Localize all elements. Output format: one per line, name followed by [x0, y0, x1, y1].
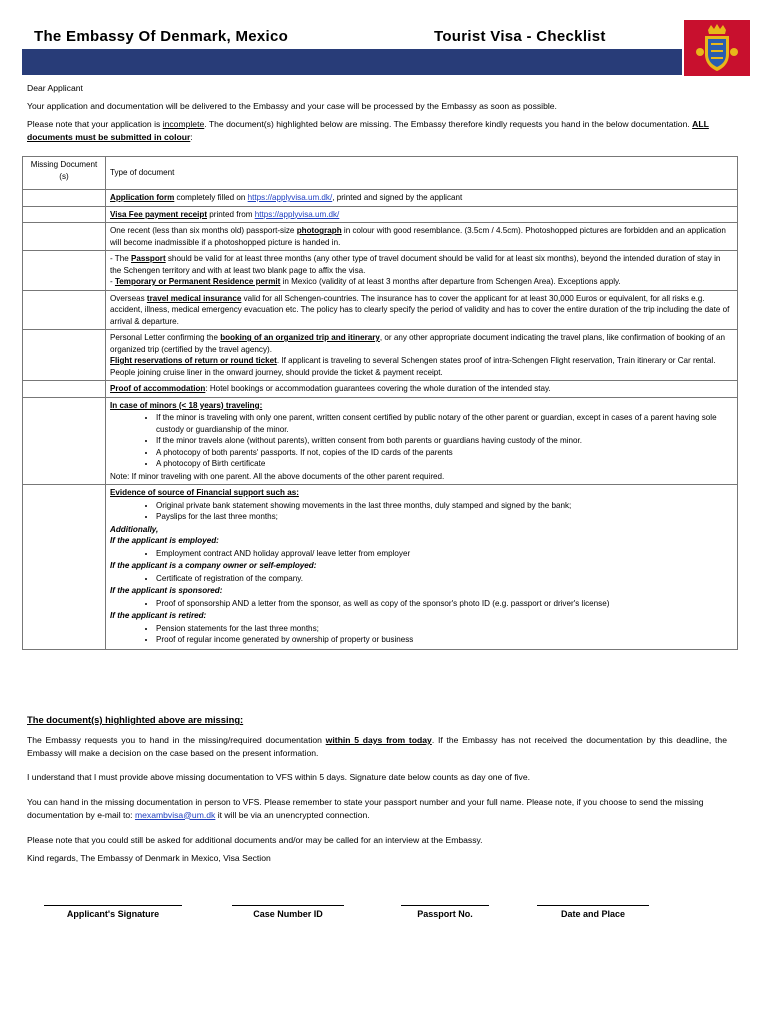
list-item: • Proof of regular income generated by ownership of property or business — [156, 634, 733, 646]
list-item: • Pension statements for the last three months; — [156, 623, 733, 635]
row-application-form: Application form completely filled on https://applyvisa.um.dk/, printed and signed by the applicant — [106, 190, 738, 207]
missing-checkbox-cell[interactable] — [23, 330, 106, 381]
table-row — [23, 190, 738, 207]
list-item: • Employment contract AND holiday approval/ leave letter from employer — [156, 548, 733, 560]
applyvisa-link[interactable]: https://applyvisa.um.dk/ — [247, 193, 333, 202]
row-photograph: One recent (less than six months old) passport-size photograph in colour with good resemblance. (3.5cm / 4.5cm). Photoshopped pictures are forbidden and an application will become inadmissible if a photoshopped picture is handed in. — [106, 223, 738, 251]
table-row — [23, 485, 738, 650]
passport-number-field[interactable]: Passport No. — [401, 905, 489, 919]
list-item: • Certificate of registration of the company. — [156, 573, 733, 585]
minors-list — [110, 412, 733, 470]
missing-checkbox-cell[interactable] — [23, 251, 106, 291]
financial-list — [110, 500, 733, 523]
list-item: • Proof of sponsorship AND a letter from the sponsor, as well as copy of the sponsor's photo ID (e.g. passport or driver's license) — [156, 598, 733, 610]
row-minors: In case of minors (< 18 years) traveling: • If the minor is traveling with only one parent, written consent certified by public notary of the other parent or guardian, except in cases of a parent having sole custody or guardianship of the minor. • If the minor travels alone (without parents), written consent from both parents or guardians having custody of the minor. • A photocopy of both parents' passports. If not, copies of the ID cards of the parents • A photocopy of Birth certificate Note: If minor traveling with one parent. All the above documents of the other parent required. — [106, 397, 738, 485]
row-financial: Evidence of source of Financial support such as: • Original private bank statement showing movements in the last three months, duly stamped and signed by the bank; • Payslips for the last three months; Additionally, If the applicant is employed: • Employment contract AND holiday approval/ leave letter from employer If the applicant is a company owner or self-employed: • Certificate of registration of the company. If the applicant is sponsored: • Proof of sponsorship AND a letter from the sponsor, as well as copy of the sponsor's photo ID (e.g. passport or driver's license) If the applicant is retired: • Pension statements for the last three months; • Proof of regular income generated by ownership of property or business — [106, 485, 738, 650]
row-trip: Personal Letter confirming the booking of an organized trip and itinerary, or any other appropriate document indicating the travel plans, like confirmation of booking of an organized trip (certified by the travel agency). Flight reservations of return or round ticket. If applicant is traveling to several Schengen states proof of intra-Schengen Flight reservation, Train itinerary or Car rental. People joining cruise liner in the onward journey, should provide the ticket & payment receipt. — [106, 330, 738, 381]
embassy-email-link[interactable]: mexambvisa@um.dk — [134, 809, 216, 820]
table-header-row — [23, 157, 738, 190]
table-row — [23, 251, 738, 291]
list-item: • Original private bank statement showing movements in the last three months, duly stamped and signed by the bank; — [156, 500, 733, 512]
interview-paragraph: Please note that you could still be asked for additional documents and/or may be called for an interview at the Embassy. — [27, 835, 483, 845]
list-item: • If the minor travels alone (without parents), written consent from both parents or guardians having custody of the minor. — [156, 435, 733, 447]
header — [22, 28, 682, 76]
list-item: • A photocopy of Birth certificate — [156, 458, 733, 470]
missing-checkbox-cell[interactable] — [23, 381, 106, 398]
row-insurance: Overseas travel medical insurance valid for all Schengen-countries. The insurance has to cover the applicant for at least 30,000 Euros or equivalent, for all risks e.g. accident, illness, medical emergency evacuation etc. The policy has to clearly specify the period of validity and has to cover the entire duration of the trip including the date of arrival & departure. — [106, 290, 738, 330]
missing-checkbox-cell[interactable] — [23, 397, 106, 485]
missing-column-header: Missing Document (s) — [23, 157, 106, 190]
missing-checkbox-cell[interactable] — [23, 485, 106, 650]
header-bar — [22, 49, 682, 75]
embassy-title: The Embassy Of Denmark, Mexico — [34, 28, 289, 45]
missing-checkbox-cell[interactable] — [23, 290, 106, 330]
list-item: • Payslips for the last three months; — [156, 511, 733, 523]
table-row — [23, 381, 738, 398]
list-item: • A photocopy of both parents' passports. If not, copies of the ID cards of the parents — [156, 447, 733, 459]
list-item: • If the minor is traveling with only one parent, written consent certified by public notary of the other parent or guardian, except in cases of a parent having sole custody or guardianship of the minor. — [156, 412, 733, 435]
applicant-signature-field[interactable]: Applicant's Signature — [44, 905, 182, 919]
table-row — [23, 330, 738, 381]
minors-note: Note: If minor traveling with one parent. All the above documents of the other parent required. — [110, 471, 445, 481]
regards-line: Kind regards, The Embassy of Denmark in Mexico, Visa Section — [27, 853, 271, 863]
case-number-field[interactable]: Case Number ID — [232, 905, 344, 919]
missing-checkbox-cell[interactable] — [23, 206, 106, 223]
missing-checkbox-cell[interactable] — [23, 190, 106, 207]
vfs-paragraph: I understand that I must provide above missing documentation to VFS within 5 days. Signature date below counts as day one of five. — [27, 772, 531, 782]
row-passport: - The Passport should be valid for at least three months (any other type of travel document should be valid for at least six months), beyond the intended duration of stay in the Schengen territory and with at least two blank page to affix the visa. - Temporary or Permanent Residence permit in Mexico (validity of at least 3 months after departure from Schengen Area). Exceptions apply. — [106, 251, 738, 291]
table-row — [23, 397, 738, 485]
deadline-paragraph: The Embassy requests you to hand in the missing/required documentation within 5 days from today. If the Embassy has not received the documentation by this deadline, the Embassy will make a decision on the case based on the present information. — [27, 735, 727, 758]
intro-line-1: Your application and documentation will be delivered to the Embassy and your case will be processed by the Embassy as soon as possible. — [27, 101, 557, 111]
greeting: Dear Applicant — [27, 83, 83, 93]
table-row — [23, 290, 738, 330]
type-column-header: Type of document — [106, 157, 738, 190]
applyvisa-link[interactable]: https://applyvisa.um.dk/ — [254, 209, 340, 219]
row-visa-fee: Visa Fee payment receipt printed from https://applyvisa.um.dk/ — [106, 206, 738, 223]
table-row — [23, 223, 738, 251]
coat-of-arms-icon — [684, 20, 750, 76]
checklist-title: Tourist Visa - Checklist — [434, 28, 606, 45]
intro-line-2: Please note that your application is incomplete. The document(s) highlighted below are missing. The Embassy therefore kindly requests you hand in the below documentation. ALL documents must be submitted in colour: — [27, 119, 709, 142]
missing-checkbox-cell[interactable] — [23, 223, 106, 251]
date-place-field[interactable]: Date and Place — [537, 905, 649, 919]
table-row — [23, 206, 738, 223]
row-accommodation: Proof of accommodation: Hotel bookings or accommodation guarantees covering the whole duration of the intended stay. — [106, 381, 738, 398]
missing-heading: The document(s) highlighted above are missing: — [27, 714, 244, 725]
checklist-table — [22, 156, 738, 650]
email-paragraph: You can hand in the missing documentation in person to VFS. Please remember to state your passport number and your full name. Please note, if you choose to send the missing documentation by e-mail to: mexambvisa@um.dk it will be via an unencrypted connection. — [27, 797, 704, 820]
